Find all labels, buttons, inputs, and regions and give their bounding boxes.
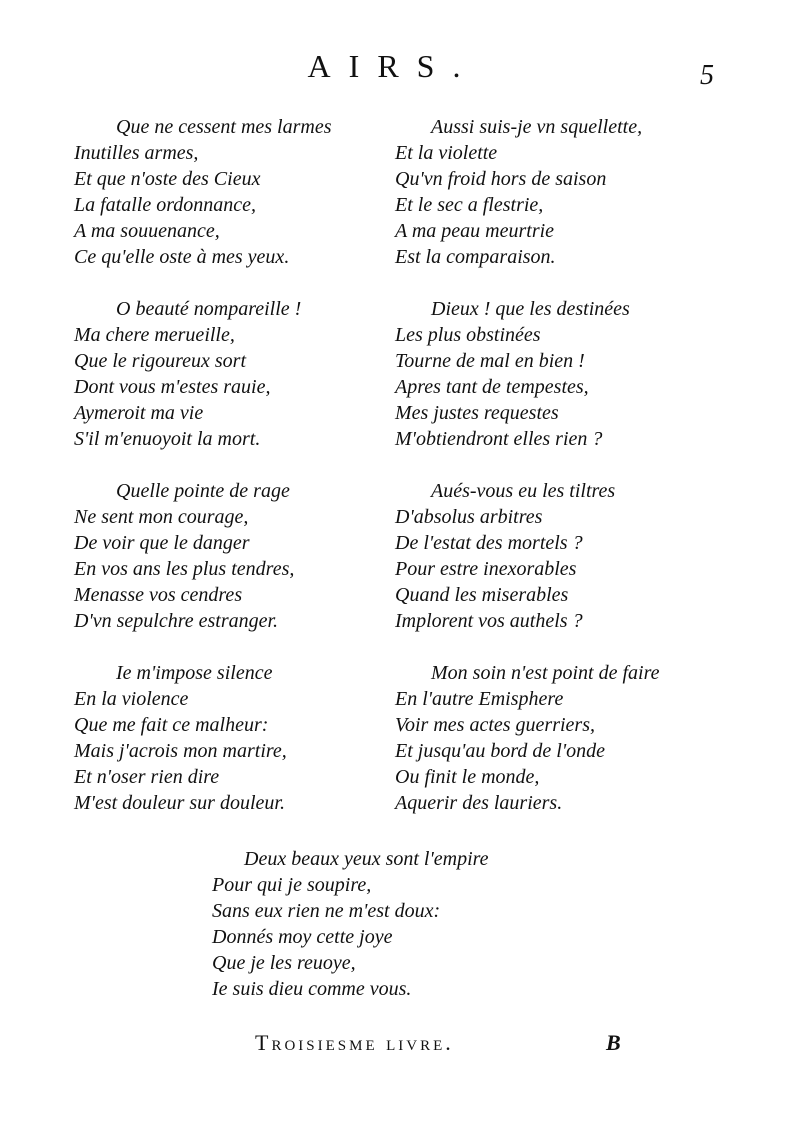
verse-line: Que ne cessent mes larmes bbox=[116, 116, 332, 138]
verse-line: Ce qu'elle oste à mes yeux. bbox=[74, 246, 290, 268]
verse-line: En vos ans les plus tendres, bbox=[74, 558, 295, 580]
verse-line: Et le sec a flestrie, bbox=[395, 194, 544, 216]
verse-line: Et la violette bbox=[395, 142, 498, 164]
verse-line: Quelle pointe de rage bbox=[116, 480, 290, 502]
verse-line: M'obtiendront elles rien ? bbox=[395, 428, 603, 450]
verse-line: Aués-vous eu les tiltres bbox=[431, 480, 616, 502]
stanza bbox=[395, 296, 695, 452]
verse-line: Tourne de mal en bien ! bbox=[395, 350, 585, 372]
stanza bbox=[74, 114, 394, 270]
stanza bbox=[395, 478, 695, 634]
verse-line: Que le rigoureux sort bbox=[74, 350, 247, 372]
verse-line: Est la comparaison. bbox=[395, 246, 556, 268]
verse-line: Et que n'oste des Cieux bbox=[74, 168, 261, 190]
verse-line: De l'estat des mortels ? bbox=[395, 532, 583, 554]
verse-line: Implorent vos authels ? bbox=[395, 610, 583, 632]
running-head: AIRS. bbox=[307, 48, 479, 84]
verse-line: Ie suis dieu comme vous. bbox=[212, 978, 412, 1000]
stanza bbox=[74, 296, 394, 452]
stanza bbox=[395, 114, 695, 270]
verse-line: Quand les miserables bbox=[395, 584, 569, 606]
verse-line: O beauté nompareille ! bbox=[116, 298, 302, 320]
verse-line: D'vn sepulchre estranger. bbox=[74, 610, 279, 632]
left-column bbox=[74, 114, 394, 842]
verse-line: Voir mes actes guerriers, bbox=[395, 714, 595, 736]
verse-line: Sans eux rien ne m'est doux: bbox=[212, 900, 441, 922]
verse-line: Les plus obstinées bbox=[395, 324, 541, 346]
verse-line: Pour estre inexorables bbox=[395, 558, 577, 580]
final-stanza bbox=[212, 846, 572, 1002]
verse-line: Ma chere merueille, bbox=[74, 324, 235, 346]
verse-line: A ma souuenance, bbox=[74, 220, 220, 242]
stanza bbox=[395, 660, 695, 816]
verse-line: S'il m'enuoyoit la mort. bbox=[74, 428, 261, 450]
stanza bbox=[74, 478, 394, 634]
verse-line: Ne sent mon courage, bbox=[74, 506, 249, 528]
verse-line: Que je les reuoye, bbox=[212, 952, 356, 974]
verse-line: Donnés moy cette joye bbox=[212, 926, 393, 948]
verse-line: Aquerir des lauriers. bbox=[395, 792, 563, 814]
verse-line: Et n'oser rien dire bbox=[74, 766, 220, 788]
verse-line: Mes justes requestes bbox=[395, 402, 559, 424]
verse-line: Mais j'acrois mon martire, bbox=[74, 740, 287, 762]
verse-line: Dieux ! que les destinées bbox=[431, 298, 630, 320]
verse-line: Ou finit le monde, bbox=[395, 766, 540, 788]
verse-line: Apres tant de tempestes, bbox=[395, 376, 589, 398]
verse-line: Qu'vn froid hors de saison bbox=[395, 168, 607, 190]
verse-line: Aymeroit ma vie bbox=[74, 402, 204, 424]
verse-line: Aussi suis-je vn squellette, bbox=[431, 116, 643, 138]
page-number: 5 bbox=[700, 60, 714, 91]
stanza bbox=[74, 660, 394, 816]
verse-line: En la violence bbox=[74, 688, 189, 710]
verse-line: En l'autre Emisphere bbox=[395, 688, 564, 710]
signature-mark: B bbox=[606, 1030, 621, 1055]
verse-line: De voir que le danger bbox=[74, 532, 250, 554]
verse-line: Deux beaux yeux sont l'empire bbox=[244, 848, 489, 870]
verse-line: Ie m'impose silence bbox=[116, 662, 273, 684]
verse-line: Et jusqu'au bord de l'onde bbox=[395, 740, 606, 762]
verse-line: Mon soin n'est point de faire bbox=[431, 662, 660, 684]
verse-line: Dont vous m'estes rauie, bbox=[74, 376, 271, 398]
verse-line: Pour qui je soupire, bbox=[212, 874, 372, 896]
verse-line: A ma peau meurtrie bbox=[395, 220, 555, 242]
verse-line: Que me fait ce malheur: bbox=[74, 714, 269, 736]
verse-line: M'est douleur sur douleur. bbox=[74, 792, 285, 814]
catchword-footer: Troisiesme livre. bbox=[255, 1030, 454, 1055]
verse-line: D'absolus arbitres bbox=[395, 506, 543, 528]
verse-line: La fatalle ordonnance, bbox=[74, 194, 257, 216]
right-column bbox=[395, 114, 695, 842]
verse-line: Menasse vos cendres bbox=[74, 584, 243, 606]
verse-line: Inutilles armes, bbox=[74, 142, 199, 164]
